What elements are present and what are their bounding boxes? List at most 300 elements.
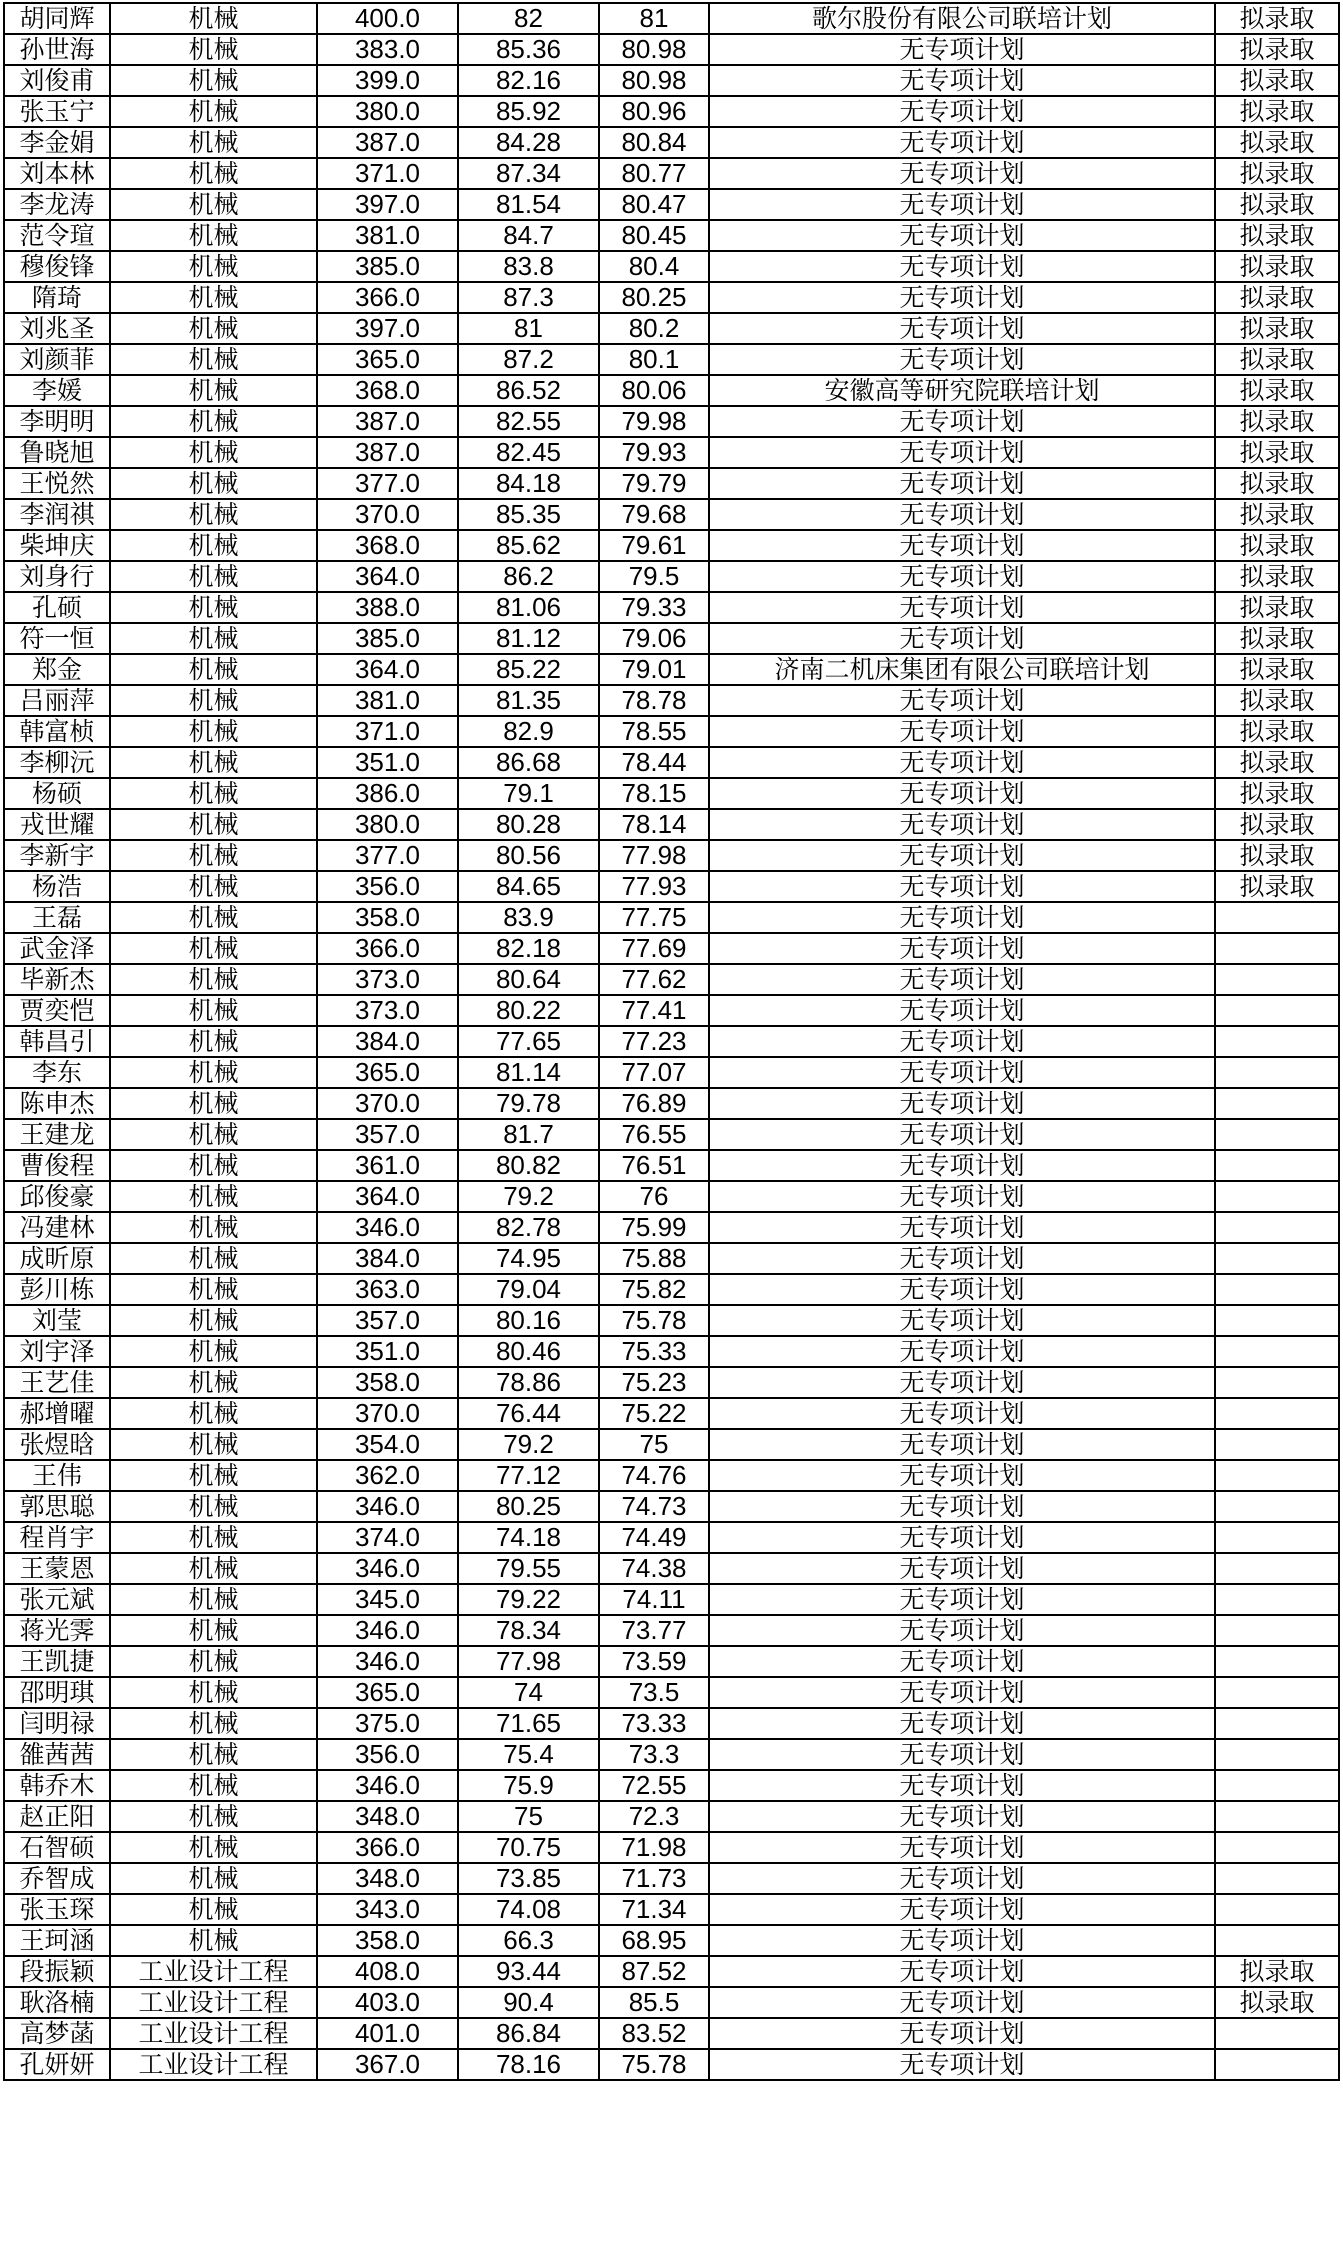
- admission-status-cell: 拟录取: [1215, 34, 1339, 65]
- initial-score-cell: 366.0: [317, 282, 458, 313]
- total-score-cell: 76: [599, 1181, 709, 1212]
- admission-status-cell: [1215, 1801, 1339, 1832]
- retest-score-cell: 79.2: [458, 1181, 599, 1212]
- table-row: [4, 964, 1339, 995]
- total-score-cell: 80.77: [599, 158, 709, 189]
- special-plan-cell: 无专项计划: [709, 1925, 1215, 1956]
- admission-status-cell: 拟录取: [1215, 1956, 1339, 1987]
- name-cell: 李明明: [4, 406, 110, 437]
- table-row: [4, 685, 1339, 716]
- total-score-cell: 75.82: [599, 1274, 709, 1305]
- total-score-cell: 80.4: [599, 251, 709, 282]
- special-plan-cell: 无专项计划: [709, 561, 1215, 592]
- total-score-cell: 75.33: [599, 1336, 709, 1367]
- special-plan-cell: 无专项计划: [709, 1057, 1215, 1088]
- total-score-cell: 79.93: [599, 437, 709, 468]
- admission-status-cell: [1215, 1770, 1339, 1801]
- table-row: [4, 1398, 1339, 1429]
- name-cell: 邱俊豪: [4, 1181, 110, 1212]
- major-cell: 机械: [110, 1274, 317, 1305]
- major-cell: 机械: [110, 840, 317, 871]
- name-cell: 鲁晓旭: [4, 437, 110, 468]
- retest-score-cell: 79.22: [458, 1584, 599, 1615]
- retest-score-cell: 74.08: [458, 1894, 599, 1925]
- major-cell: 机械: [110, 34, 317, 65]
- table-row: [4, 1987, 1339, 2018]
- major-cell: 机械: [110, 406, 317, 437]
- admission-status-cell: [1215, 1584, 1339, 1615]
- special-plan-cell: 无专项计划: [709, 189, 1215, 220]
- table-row: [4, 34, 1339, 65]
- admission-status-cell: [1215, 1739, 1339, 1770]
- special-plan-cell: 无专项计划: [709, 1088, 1215, 1119]
- retest-score-cell: 77.98: [458, 1646, 599, 1677]
- major-cell: 工业设计工程: [110, 2049, 317, 2080]
- initial-score-cell: 387.0: [317, 406, 458, 437]
- table-row: [4, 778, 1339, 809]
- table-row: [4, 933, 1339, 964]
- admission-status-cell: [1215, 1026, 1339, 1057]
- table-body: [4, 3, 1339, 2080]
- major-cell: 机械: [110, 1894, 317, 1925]
- retest-score-cell: 83.8: [458, 251, 599, 282]
- admission-status-cell: [1215, 1336, 1339, 1367]
- admission-status-cell: [1215, 964, 1339, 995]
- table-row: [4, 406, 1339, 437]
- total-score-cell: 73.77: [599, 1615, 709, 1646]
- initial-score-cell: 358.0: [317, 902, 458, 933]
- retest-score-cell: 85.92: [458, 96, 599, 127]
- initial-score-cell: 346.0: [317, 1646, 458, 1677]
- retest-score-cell: 82.18: [458, 933, 599, 964]
- special-plan-cell: 无专项计划: [709, 220, 1215, 251]
- special-plan-cell: 无专项计划: [709, 1367, 1215, 1398]
- admission-status-cell: [1215, 1863, 1339, 1894]
- admission-status-cell: [1215, 1522, 1339, 1553]
- major-cell: 机械: [110, 1739, 317, 1770]
- admission-status-cell: 拟录取: [1215, 530, 1339, 561]
- name-cell: 隋琦: [4, 282, 110, 313]
- table-row: [4, 1739, 1339, 1770]
- initial-score-cell: 388.0: [317, 592, 458, 623]
- name-cell: 张玉宁: [4, 96, 110, 127]
- total-score-cell: 77.93: [599, 871, 709, 902]
- admission-status-cell: [1215, 1615, 1339, 1646]
- name-cell: 李金娟: [4, 127, 110, 158]
- major-cell: 机械: [110, 1584, 317, 1615]
- initial-score-cell: 381.0: [317, 685, 458, 716]
- major-cell: 机械: [110, 1491, 317, 1522]
- major-cell: 机械: [110, 375, 317, 406]
- major-cell: 机械: [110, 437, 317, 468]
- admission-status-cell: [1215, 1677, 1339, 1708]
- special-plan-cell: 无专项计划: [709, 1894, 1215, 1925]
- special-plan-cell: 无专项计划: [709, 1584, 1215, 1615]
- table-row: [4, 1243, 1339, 1274]
- retest-score-cell: 71.65: [458, 1708, 599, 1739]
- initial-score-cell: 370.0: [317, 1088, 458, 1119]
- special-plan-cell: 无专项计划: [709, 96, 1215, 127]
- table-row: [4, 313, 1339, 344]
- initial-score-cell: 365.0: [317, 1677, 458, 1708]
- table-row: [4, 1274, 1339, 1305]
- admission-status-cell: [1215, 1708, 1339, 1739]
- total-score-cell: 85.5: [599, 1987, 709, 2018]
- initial-score-cell: 377.0: [317, 840, 458, 871]
- admission-status-cell: [1215, 1119, 1339, 1150]
- retest-score-cell: 90.4: [458, 1987, 599, 2018]
- retest-score-cell: 80.82: [458, 1150, 599, 1181]
- admission-status-cell: 拟录取: [1215, 561, 1339, 592]
- total-score-cell: 77.62: [599, 964, 709, 995]
- major-cell: 机械: [110, 1367, 317, 1398]
- initial-score-cell: 399.0: [317, 65, 458, 96]
- name-cell: 王悦然: [4, 468, 110, 499]
- admission-status-cell: 拟录取: [1215, 220, 1339, 251]
- admission-status-cell: 拟录取: [1215, 778, 1339, 809]
- table-row: [4, 1615, 1339, 1646]
- initial-score-cell: 383.0: [317, 34, 458, 65]
- retest-score-cell: 84.28: [458, 127, 599, 158]
- admission-status-cell: [1215, 1243, 1339, 1274]
- initial-score-cell: 354.0: [317, 1429, 458, 1460]
- name-cell: 范令瑄: [4, 220, 110, 251]
- table-row: [4, 1212, 1339, 1243]
- major-cell: 机械: [110, 499, 317, 530]
- total-score-cell: 79.79: [599, 468, 709, 499]
- major-cell: 机械: [110, 158, 317, 189]
- table-row: [4, 1088, 1339, 1119]
- retest-score-cell: 75: [458, 1801, 599, 1832]
- admission-status-cell: [1215, 1925, 1339, 1956]
- table-row: [4, 1026, 1339, 1057]
- retest-score-cell: 85.36: [458, 34, 599, 65]
- initial-score-cell: 358.0: [317, 1925, 458, 1956]
- retest-score-cell: 82: [458, 3, 599, 34]
- admission-status-cell: 拟录取: [1215, 747, 1339, 778]
- major-cell: 机械: [110, 1398, 317, 1429]
- name-cell: 蒋光霁: [4, 1615, 110, 1646]
- special-plan-cell: 无专项计划: [709, 1522, 1215, 1553]
- initial-score-cell: 385.0: [317, 251, 458, 282]
- total-score-cell: 87.52: [599, 1956, 709, 1987]
- initial-score-cell: 346.0: [317, 1615, 458, 1646]
- total-score-cell: 68.95: [599, 1925, 709, 1956]
- special-plan-cell: 无专项计划: [709, 251, 1215, 282]
- major-cell: 工业设计工程: [110, 1987, 317, 2018]
- retest-score-cell: 81: [458, 313, 599, 344]
- table-row: [4, 1336, 1339, 1367]
- major-cell: 机械: [110, 809, 317, 840]
- name-cell: 张元斌: [4, 1584, 110, 1615]
- special-plan-cell: 无专项计划: [709, 344, 1215, 375]
- table-row: [4, 1801, 1339, 1832]
- table-row: [4, 189, 1339, 220]
- major-cell: 机械: [110, 282, 317, 313]
- table-row: [4, 220, 1339, 251]
- admission-status-cell: [1215, 1057, 1339, 1088]
- total-score-cell: 76.51: [599, 1150, 709, 1181]
- major-cell: 机械: [110, 1429, 317, 1460]
- table-row: [4, 344, 1339, 375]
- major-cell: 机械: [110, 747, 317, 778]
- major-cell: 机械: [110, 995, 317, 1026]
- initial-score-cell: 374.0: [317, 1522, 458, 1553]
- initial-score-cell: 346.0: [317, 1770, 458, 1801]
- name-cell: 杨硕: [4, 778, 110, 809]
- initial-score-cell: 362.0: [317, 1460, 458, 1491]
- retest-score-cell: 80.56: [458, 840, 599, 871]
- table-row: [4, 2018, 1339, 2049]
- admission-status-cell: [1215, 902, 1339, 933]
- admission-status-cell: [1215, 1832, 1339, 1863]
- initial-score-cell: 356.0: [317, 1739, 458, 1770]
- admission-status-cell: 拟录取: [1215, 592, 1339, 623]
- name-cell: 李润祺: [4, 499, 110, 530]
- retest-score-cell: 79.78: [458, 1088, 599, 1119]
- initial-score-cell: 357.0: [317, 1119, 458, 1150]
- special-plan-cell: 无专项计划: [709, 1801, 1215, 1832]
- admission-status-cell: 拟录取: [1215, 654, 1339, 685]
- name-cell: 穆俊锋: [4, 251, 110, 282]
- initial-score-cell: 401.0: [317, 2018, 458, 2049]
- name-cell: 韩昌引: [4, 1026, 110, 1057]
- name-cell: 李新宇: [4, 840, 110, 871]
- initial-score-cell: 368.0: [317, 375, 458, 406]
- total-score-cell: 79.33: [599, 592, 709, 623]
- special-plan-cell: 无专项计划: [709, 840, 1215, 871]
- total-score-cell: 79.68: [599, 499, 709, 530]
- retest-score-cell: 82.16: [458, 65, 599, 96]
- initial-score-cell: 351.0: [317, 747, 458, 778]
- major-cell: 机械: [110, 654, 317, 685]
- table-row: [4, 375, 1339, 406]
- retest-score-cell: 93.44: [458, 1956, 599, 1987]
- table-row: [4, 995, 1339, 1026]
- special-plan-cell: 无专项计划: [709, 1491, 1215, 1522]
- name-cell: 陈申杰: [4, 1088, 110, 1119]
- name-cell: 韩乔木: [4, 1770, 110, 1801]
- special-plan-cell: 无专项计划: [709, 1336, 1215, 1367]
- special-plan-cell: 无专项计划: [709, 1987, 1215, 2018]
- initial-score-cell: 345.0: [317, 1584, 458, 1615]
- table-row: [4, 1553, 1339, 1584]
- total-score-cell: 83.52: [599, 2018, 709, 2049]
- retest-score-cell: 81.06: [458, 592, 599, 623]
- name-cell: 王珂涵: [4, 1925, 110, 1956]
- admission-status-cell: 拟录取: [1215, 375, 1339, 406]
- initial-score-cell: 366.0: [317, 933, 458, 964]
- initial-score-cell: 371.0: [317, 158, 458, 189]
- total-score-cell: 80.1: [599, 344, 709, 375]
- special-plan-cell: 无专项计划: [709, 623, 1215, 654]
- admission-status-cell: 拟录取: [1215, 189, 1339, 220]
- retest-score-cell: 83.9: [458, 902, 599, 933]
- retest-score-cell: 80.46: [458, 1336, 599, 1367]
- major-cell: 机械: [110, 1832, 317, 1863]
- table-row: [4, 1429, 1339, 1460]
- special-plan-cell: 歌尔股份有限公司联培计划: [709, 3, 1215, 34]
- initial-score-cell: 368.0: [317, 530, 458, 561]
- table-row: [4, 1956, 1339, 1987]
- retest-score-cell: 80.22: [458, 995, 599, 1026]
- name-cell: 柴坤庆: [4, 530, 110, 561]
- special-plan-cell: 无专项计划: [709, 468, 1215, 499]
- table-row: [4, 499, 1339, 530]
- retest-score-cell: 86.2: [458, 561, 599, 592]
- admission-table-sheet: [3, 2, 1338, 2081]
- special-plan-cell: 无专项计划: [709, 2049, 1215, 2080]
- major-cell: 机械: [110, 1150, 317, 1181]
- total-score-cell: 80.47: [599, 189, 709, 220]
- table-row: [4, 1708, 1339, 1739]
- table-row: [4, 592, 1339, 623]
- admission-status-cell: 拟录取: [1215, 716, 1339, 747]
- initial-score-cell: 346.0: [317, 1553, 458, 1584]
- name-cell: 耿洛楠: [4, 1987, 110, 2018]
- total-score-cell: 74.76: [599, 1460, 709, 1491]
- special-plan-cell: 无专项计划: [709, 1212, 1215, 1243]
- admission-status-cell: [1215, 1491, 1339, 1522]
- retest-score-cell: 86.84: [458, 2018, 599, 2049]
- name-cell: 乔智成: [4, 1863, 110, 1894]
- retest-score-cell: 79.1: [458, 778, 599, 809]
- total-score-cell: 80.84: [599, 127, 709, 158]
- name-cell: 成昕原: [4, 1243, 110, 1274]
- name-cell: 李龙涛: [4, 189, 110, 220]
- retest-score-cell: 80.28: [458, 809, 599, 840]
- retest-score-cell: 75.9: [458, 1770, 599, 1801]
- special-plan-cell: 无专项计划: [709, 34, 1215, 65]
- major-cell: 机械: [110, 344, 317, 375]
- special-plan-cell: 安徽高等研究院联培计划: [709, 375, 1215, 406]
- special-plan-cell: 无专项计划: [709, 933, 1215, 964]
- name-cell: 郝增曜: [4, 1398, 110, 1429]
- name-cell: 刘本林: [4, 158, 110, 189]
- table-row: [4, 1584, 1339, 1615]
- retest-score-cell: 78.34: [458, 1615, 599, 1646]
- name-cell: 刘俊甫: [4, 65, 110, 96]
- special-plan-cell: 无专项计划: [709, 158, 1215, 189]
- special-plan-cell: 无专项计划: [709, 809, 1215, 840]
- total-score-cell: 80.06: [599, 375, 709, 406]
- initial-score-cell: 346.0: [317, 1212, 458, 1243]
- initial-score-cell: 384.0: [317, 1026, 458, 1057]
- special-plan-cell: 无专项计划: [709, 685, 1215, 716]
- total-score-cell: 75.22: [599, 1398, 709, 1429]
- special-plan-cell: 无专项计划: [709, 902, 1215, 933]
- admission-status-cell: [1215, 2049, 1339, 2080]
- total-score-cell: 80.2: [599, 313, 709, 344]
- retest-score-cell: 86.52: [458, 375, 599, 406]
- major-cell: 机械: [110, 1243, 317, 1274]
- name-cell: 胡同辉: [4, 3, 110, 34]
- initial-score-cell: 364.0: [317, 561, 458, 592]
- admission-status-cell: [1215, 1460, 1339, 1491]
- admission-status-cell: 拟录取: [1215, 96, 1339, 127]
- table-row: [4, 623, 1339, 654]
- special-plan-cell: 无专项计划: [709, 964, 1215, 995]
- retest-score-cell: 84.7: [458, 220, 599, 251]
- special-plan-cell: 无专项计划: [709, 716, 1215, 747]
- retest-score-cell: 87.34: [458, 158, 599, 189]
- major-cell: 机械: [110, 1212, 317, 1243]
- special-plan-cell: 无专项计划: [709, 1708, 1215, 1739]
- initial-score-cell: 346.0: [317, 1491, 458, 1522]
- admission-status-cell: [1215, 1088, 1339, 1119]
- name-cell: 王艺佳: [4, 1367, 110, 1398]
- retest-score-cell: 77.12: [458, 1460, 599, 1491]
- total-score-cell: 77.98: [599, 840, 709, 871]
- name-cell: 王建龙: [4, 1119, 110, 1150]
- total-score-cell: 74.73: [599, 1491, 709, 1522]
- table-row: [4, 2049, 1339, 2080]
- name-cell: 石智硕: [4, 1832, 110, 1863]
- table-row: [4, 840, 1339, 871]
- name-cell: 郭思聪: [4, 1491, 110, 1522]
- name-cell: 郑金: [4, 654, 110, 685]
- retest-score-cell: 80.16: [458, 1305, 599, 1336]
- retest-score-cell: 73.85: [458, 1863, 599, 1894]
- initial-score-cell: 397.0: [317, 189, 458, 220]
- admission-status-cell: 拟录取: [1215, 809, 1339, 840]
- total-score-cell: 79.98: [599, 406, 709, 437]
- major-cell: 机械: [110, 1305, 317, 1336]
- special-plan-cell: 无专项计划: [709, 871, 1215, 902]
- name-cell: 冯建林: [4, 1212, 110, 1243]
- initial-score-cell: 364.0: [317, 654, 458, 685]
- initial-score-cell: 361.0: [317, 1150, 458, 1181]
- retest-score-cell: 78.16: [458, 2049, 599, 2080]
- admission-status-cell: [1215, 1894, 1339, 1925]
- total-score-cell: 72.55: [599, 1770, 709, 1801]
- total-score-cell: 71.34: [599, 1894, 709, 1925]
- major-cell: 机械: [110, 1336, 317, 1367]
- name-cell: 赵正阳: [4, 1801, 110, 1832]
- retest-score-cell: 79.55: [458, 1553, 599, 1584]
- major-cell: 工业设计工程: [110, 2018, 317, 2049]
- special-plan-cell: 无专项计划: [709, 1832, 1215, 1863]
- total-score-cell: 77.75: [599, 902, 709, 933]
- total-score-cell: 81: [599, 3, 709, 34]
- retest-score-cell: 84.65: [458, 871, 599, 902]
- retest-score-cell: 85.35: [458, 499, 599, 530]
- table-row: [4, 1057, 1339, 1088]
- name-cell: 李柳沅: [4, 747, 110, 778]
- retest-score-cell: 66.3: [458, 1925, 599, 1956]
- special-plan-cell: 无专项计划: [709, 1119, 1215, 1150]
- major-cell: 机械: [110, 1863, 317, 1894]
- initial-score-cell: 366.0: [317, 1832, 458, 1863]
- table-row: [4, 902, 1339, 933]
- admission-status-cell: 拟录取: [1215, 406, 1339, 437]
- major-cell: 机械: [110, 251, 317, 282]
- major-cell: 机械: [110, 716, 317, 747]
- total-score-cell: 80.45: [599, 220, 709, 251]
- initial-score-cell: 380.0: [317, 809, 458, 840]
- total-score-cell: 79.01: [599, 654, 709, 685]
- total-score-cell: 80.98: [599, 65, 709, 96]
- name-cell: 杨浩: [4, 871, 110, 902]
- retest-score-cell: 82.9: [458, 716, 599, 747]
- table-row: [4, 1150, 1339, 1181]
- special-plan-cell: 无专项计划: [709, 1305, 1215, 1336]
- admission-status-cell: 拟录取: [1215, 685, 1339, 716]
- admission-status-cell: 拟录取: [1215, 3, 1339, 34]
- initial-score-cell: 358.0: [317, 1367, 458, 1398]
- major-cell: 机械: [110, 1026, 317, 1057]
- major-cell: 机械: [110, 1057, 317, 1088]
